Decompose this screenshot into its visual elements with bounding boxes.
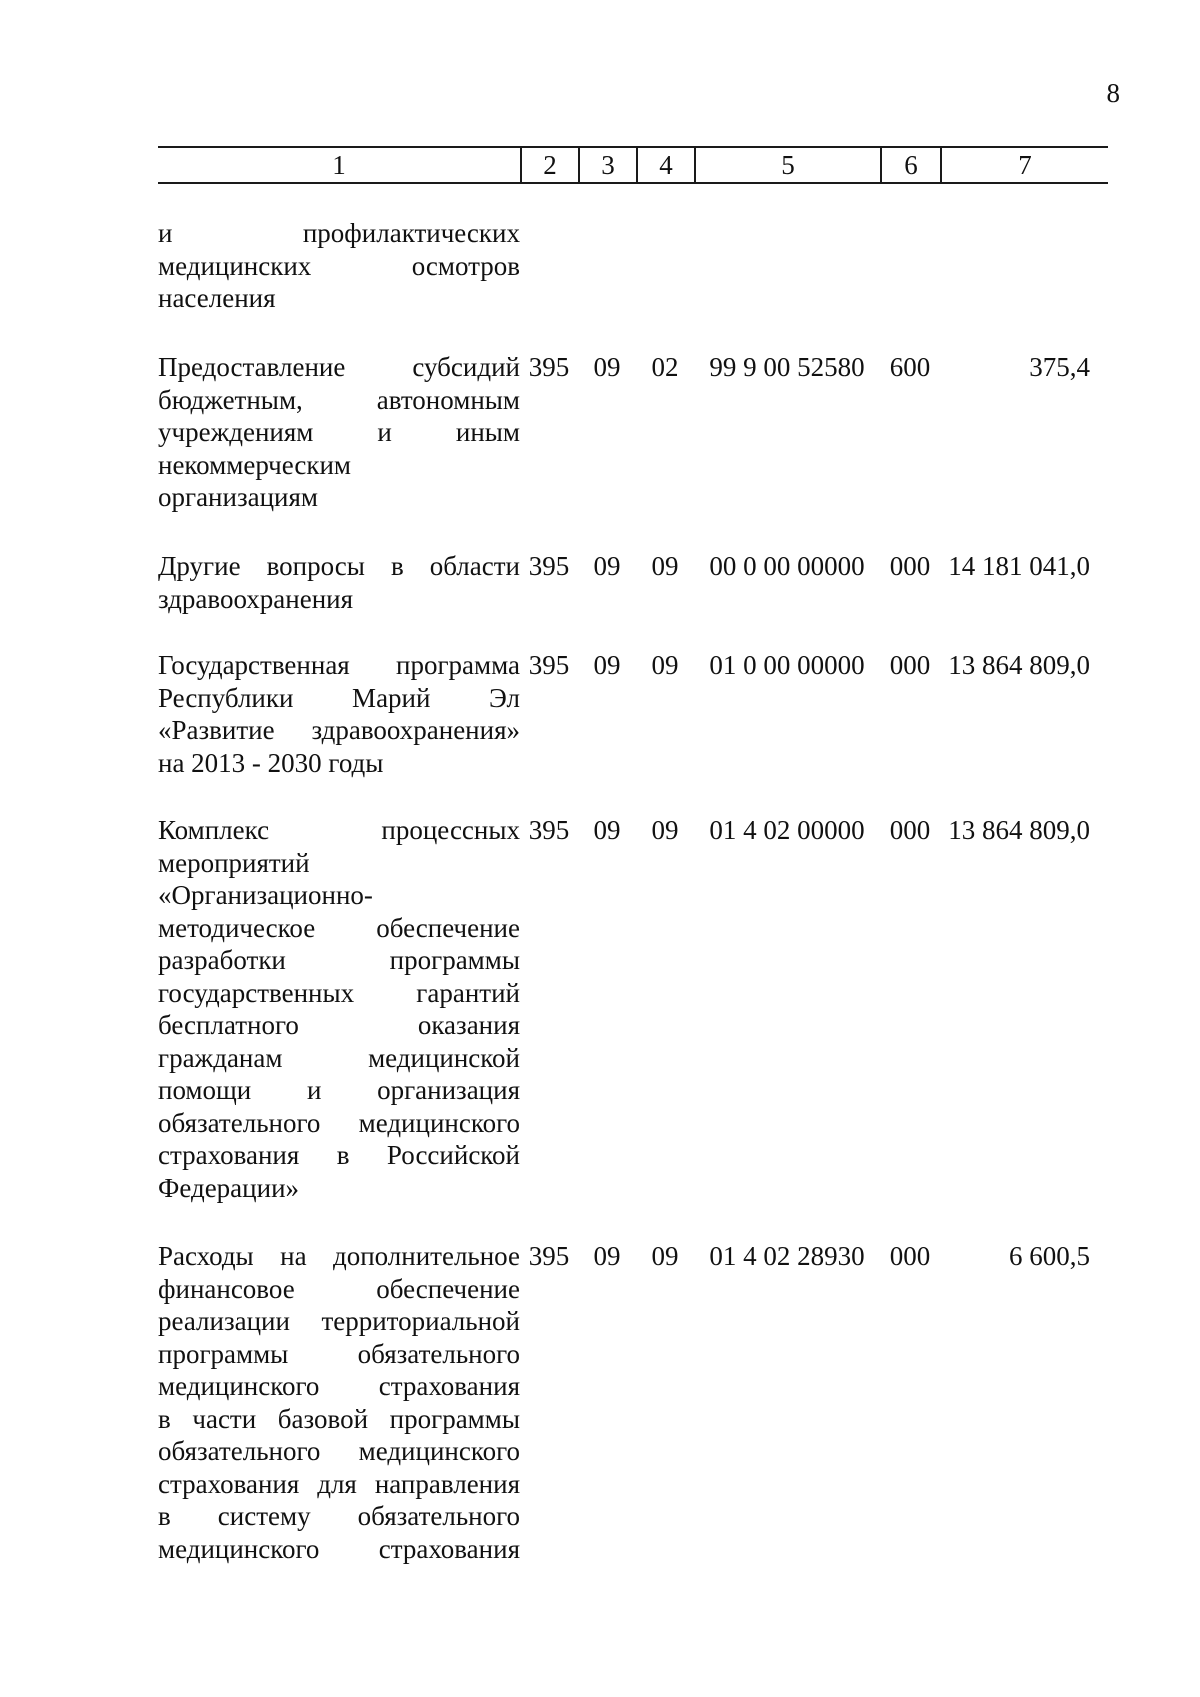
row-subsection: 02: [651, 352, 679, 382]
description-line: страхования в Российской: [158, 1140, 520, 1170]
row-expense-type: 000: [889, 1241, 931, 1271]
description-line: помощи и организация: [158, 1075, 520, 1105]
description-line: Государственная программа: [158, 650, 520, 680]
row-subsection: 09: [651, 815, 679, 845]
description-line: и профилактических: [158, 218, 520, 248]
row-amount: 375,4: [1029, 352, 1090, 382]
description-line: методическое обеспечение: [158, 912, 520, 943]
description-line: медицинских осмотров: [158, 250, 520, 281]
row-admin-code: 395: [528, 551, 570, 581]
description-line: учреждениям и иным: [158, 417, 520, 447]
row-description: [158, 217, 520, 315]
description-line: разработки программы: [158, 945, 520, 975]
row-section: 09: [593, 815, 621, 845]
row-expense-type: 000: [889, 650, 931, 680]
row-section: 09: [593, 1241, 621, 1271]
row-target-article: 01 4 02 28930: [709, 1241, 865, 1271]
row-description: [158, 351, 520, 514]
row-admin-code: 395: [528, 815, 570, 845]
description-line: финансовое обеспечение: [158, 1273, 520, 1304]
header-col-2: 2: [520, 148, 578, 182]
row-section: 09: [593, 551, 621, 581]
header-col-4: 4: [636, 148, 694, 182]
row-description: [158, 649, 520, 779]
description-line: Федерации»: [158, 1172, 300, 1203]
description-line: в систему обязательного: [158, 1501, 520, 1531]
row-section: 09: [593, 650, 621, 680]
row-amount: 13 864 809,0: [948, 815, 1090, 845]
table-row: [158, 649, 1108, 779]
description-line: «Организационно-: [158, 880, 373, 910]
header-col-5: 5: [694, 148, 880, 182]
description-line: гражданам медицинской: [158, 1042, 520, 1073]
description-line: государственных гарантий: [158, 977, 520, 1008]
row-admin-code: 395: [528, 650, 570, 680]
row-target-article: 00 0 00 00000: [709, 551, 865, 581]
description-line: бесплатного оказания: [158, 1010, 520, 1040]
description-line: медицинского страхования: [158, 1371, 520, 1401]
row-subsection: 09: [651, 1241, 679, 1271]
description-line: Комплекс процессных: [158, 815, 520, 845]
description-line: здравоохранения: [158, 583, 354, 614]
page-number: 8: [1106, 78, 1120, 108]
row-target-article: 01 0 00 00000: [709, 650, 865, 680]
description-line: Предоставление субсидий: [158, 352, 520, 382]
description-line: бюджетным, автономным: [158, 384, 520, 415]
description-line: населения: [158, 283, 276, 313]
row-target-article: 01 4 02 00000: [709, 815, 865, 845]
row-expense-type: 000: [889, 551, 931, 581]
row-admin-code: 395: [528, 352, 570, 382]
description-line: в части базовой программы: [158, 1403, 520, 1434]
description-line: некоммерческим: [158, 449, 352, 480]
table-row: [158, 550, 1108, 615]
row-amount: 6 600,5: [1009, 1241, 1090, 1271]
table-header: [158, 146, 1108, 184]
header-col-7: 7: [940, 148, 1108, 182]
row-subsection: 09: [651, 650, 679, 680]
description-line: «Развитие здравоохранения»: [158, 715, 520, 745]
row-section: 09: [593, 352, 621, 382]
table-row: [158, 814, 1108, 1204]
table-row: [158, 351, 1108, 514]
header-col-6: 6: [880, 148, 940, 182]
row-expense-type: 000: [889, 815, 931, 845]
description-line: медицинского страхования: [158, 1533, 520, 1564]
description-line: обязательного медицинского: [158, 1436, 520, 1466]
description-line: обязательного медицинского: [158, 1107, 520, 1138]
row-admin-code: 395: [528, 1241, 570, 1271]
description-line: Расходы на дополнительное: [158, 1241, 520, 1271]
row-target-article: 99 9 00 52580: [709, 352, 865, 382]
row-description: [158, 814, 520, 1204]
table-row: [158, 217, 1108, 315]
header-col-3: 3: [578, 148, 636, 182]
row-description: [158, 550, 520, 615]
table-row: [158, 1240, 1108, 1565]
row-subsection: 09: [651, 551, 679, 581]
description-line: Республики Марий Эл: [158, 682, 520, 713]
description-line: мероприятий: [158, 847, 310, 878]
description-line: на 2013 - 2030 годы: [158, 747, 384, 778]
description-line: реализации территориальной: [158, 1306, 520, 1336]
description-line: страхования для направления: [158, 1468, 520, 1499]
description-line: организациям: [158, 482, 319, 512]
description-line: Другие вопросы в области: [158, 551, 520, 581]
description-line: программы обязательного: [158, 1338, 520, 1369]
row-amount: 14 181 041,0: [948, 551, 1090, 581]
row-description: [158, 1240, 520, 1565]
row-amount: 13 864 809,0: [948, 650, 1090, 680]
row-expense-type: 600: [889, 352, 931, 382]
header-col-1: 1: [332, 150, 346, 180]
